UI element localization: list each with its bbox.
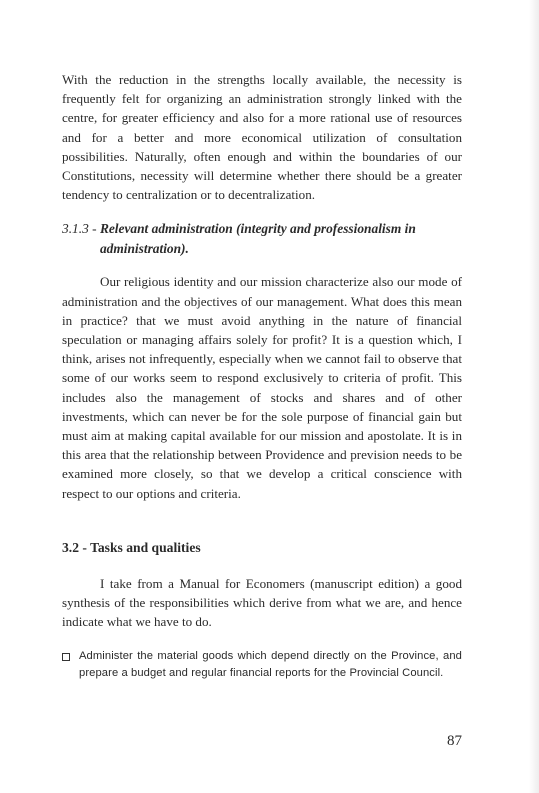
checkbox-bullet-icon: [62, 653, 70, 661]
page-edge-shadow: [529, 0, 539, 793]
page-body: [62, 70, 462, 681]
paragraph-manual-for-economers: I take from a Manual for Economers (manuscript edition) a good synthesis of the responsibilities which derive from what we are, and hence indicate what we have to do.: [62, 575, 462, 630]
paragraph-religious-identity: Our religious identity and our mission characterize also our mode of administration and the objectives of our management. What does this mean in practice? that we must avoid anything in the nature of financial speculation or managing affairs solely for profit? It is a question which, I think, arises not infrequently, especially when we cannot fail to observe that some of our works seem to respond exclusively to criteria of profit. This includes also the management of stocks and shares and of other investments, which can never be for the sole purpose of financial gain but must aim at making capital available for our mission and apostolate. It is in this area that the relationship between Providence and prevision needs to be examined more closely, so that we develop a critical conscience with respect to our options and criteria.: [62, 274, 462, 501]
page-number: 87: [447, 733, 462, 749]
paragraph-reduction-of-strengths: With the reduction in the strengths locally available, the necessity is frequently felt for organizing an administration strongly linked with the centre, for greater efficiency and also for a more rational use of resources and for a better and more economical utilization of consultation possibilities. Naturally, often enough and within the boundaries of our Constitutions, necessity will determine whether there should be a greater tendency to centralization or to decentralization.: [62, 72, 462, 203]
subsection-heading-3-1-3: [62, 219, 462, 258]
bullet-text: Administer the material goods which depend directly on the Province, and prepare a budget and regular financial reports for the Provincial Council.: [79, 650, 462, 679]
subsection-title: Relevant administration (integrity and professionalism in administration).: [99, 221, 416, 256]
bullet-item-administer-goods: [62, 648, 462, 681]
section-heading-3-2: 3.2 - Tasks and qualities: [62, 539, 201, 555]
subsection-number: 3.1.3 -: [62, 221, 100, 237]
